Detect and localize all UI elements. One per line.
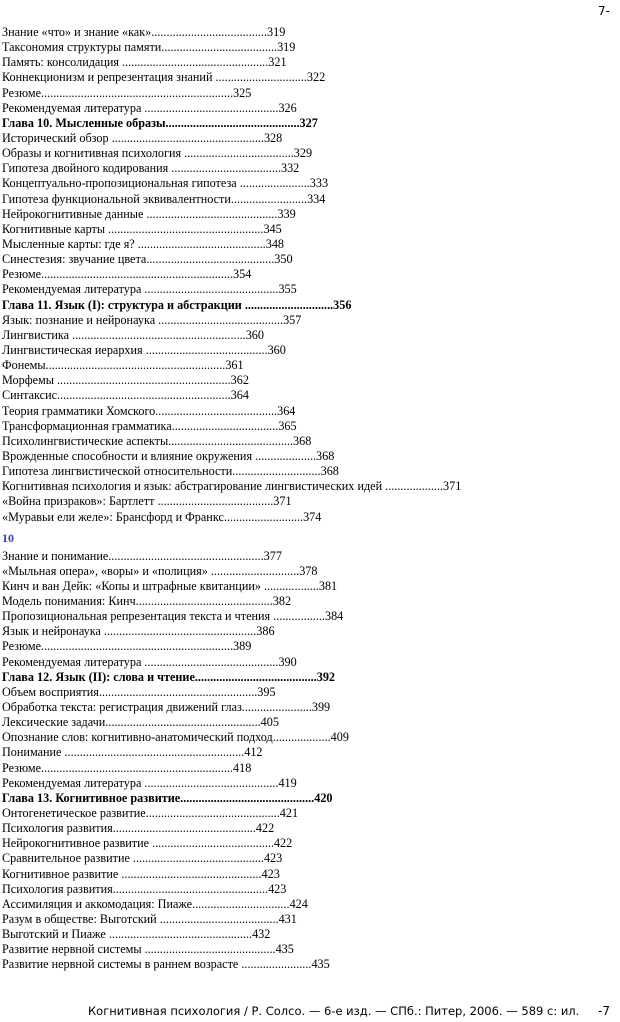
toc-entry: Мысленные карты: где я? ..........................................348	[2, 236, 285, 251]
toc-entry: «Война призраков»: Бартлетт ......................................371	[2, 494, 292, 509]
toc-entry: Рекомендуемая литература ............................................355	[2, 282, 297, 297]
toc-entry: Нейрокогнитивные данные ...........................................339	[2, 206, 296, 221]
toc-group-2	[2, 549, 602, 973]
toc-entry: Резюме...............................................................418	[2, 760, 252, 775]
toc-entry: Морфемы .........................................................362	[2, 373, 249, 388]
chapter-heading: Глава 11. Язык (I): структура и абстракции .............................356	[2, 297, 352, 312]
toc-entry: Сравнительное развитие ...........................................423	[2, 851, 283, 866]
toc-entry: Разум в обществе: Выготский .......................................431	[2, 912, 297, 927]
page-number-bottom: -7	[598, 1004, 610, 1018]
toc-entry: Трансформационная грамматика...................................365	[2, 418, 297, 433]
toc-entry: Гипотеза двойного кодирования ....................................332	[2, 161, 300, 176]
footer-citation: Когнитивная психология / Р. Солсо. — 6-е изд. — СПб.: Питер, 2006. — 589 с: ил.	[88, 1004, 580, 1018]
toc-entry: Выготский и Пиаже ...............................................432	[2, 927, 271, 942]
chapter-heading: Глава 10. Мысленные образы............................................327	[2, 115, 318, 130]
toc-entry: Язык: познание и нейронаука .........................................357	[2, 312, 302, 327]
toc-entry: Память: консолидация ................................................321	[2, 55, 287, 70]
toc-entry: Синтаксис.........................................................364	[2, 388, 249, 403]
toc-entry: Ассимиляция и аккомодация: Пиаже................................424	[2, 896, 308, 911]
toc-entry: Онтогенетическое развитие............................................421	[2, 806, 299, 821]
toc-entry: Психология развития...................................................423	[2, 881, 287, 896]
toc-entry: Развитие нервной системы в раннем возрасте .......................435	[2, 957, 330, 972]
toc-entry: Таксономия структуры памяти......................................319	[2, 40, 296, 55]
table-of-contents	[2, 25, 602, 973]
toc-entry: Концептуально-пропозициональная гипотеза .......................333	[2, 176, 329, 191]
toc-entry: Психология развития...............................................422	[2, 821, 275, 836]
toc-entry: Рекомендуемая литература ............................................419	[2, 775, 297, 790]
toc-entry: Лингвистика .........................................................360	[2, 327, 264, 342]
toc-entry: Психолингвистические аспекты.........................................368	[2, 433, 312, 448]
toc-entry: Резюме...............................................................389	[2, 639, 252, 654]
toc-entry: Теория грамматики Хомского........................................364	[2, 403, 296, 418]
toc-entry: Рекомендуемая литература ............................................326	[2, 100, 297, 115]
toc-entry: «Мыльная опера», «воры» и «полиция» .............................378	[2, 563, 318, 578]
toc-entry: Синестезия: звучание цвета..........................................350	[2, 252, 293, 267]
toc-entry: Резюме...............................................................325	[2, 85, 252, 100]
toc-entry: Образы и когнитивная психология ....................................329	[2, 146, 313, 161]
toc-entry: Знание и понимание...................................................377	[2, 548, 282, 563]
toc-entry: Кинч и ван Дейк: «Копы и штрафные квитанции» ..................381	[2, 578, 338, 593]
chapter-heading: Глава 12. Язык (II): слова и чтение........................................392	[2, 669, 336, 684]
toc-entry: Исторический обзор ..................................................328	[2, 130, 283, 145]
toc-entry: Резюме...............................................................354	[2, 267, 252, 282]
toc-group-1	[2, 25, 602, 525]
toc-entry: Фонемы...........................................................361	[2, 358, 244, 373]
toc-entry: Пропозициональная репрезентация текста и чтения .................384	[2, 609, 344, 624]
toc-entry: Когнитивная психология и язык: абстрагирование лингвистических идей ...................371	[2, 479, 462, 494]
toc-entry: Когнитивные карты ...................................................345	[2, 221, 282, 236]
section-marker: 10	[2, 530, 14, 545]
toc-entry: Обработка текста: регистрация движений глаз.......................399	[2, 700, 331, 715]
toc-entry: Гипотеза функциональной эквивалентности.........................334	[2, 191, 326, 206]
toc-entry: Развитие нервной системы ...........................................435	[2, 942, 294, 957]
toc-entry: Объем восприятия....................................................395	[2, 684, 276, 699]
toc-entry: «Муравьи ели желе»: Брансфорд и Франкс..........................374	[2, 509, 322, 524]
toc-entry: Рекомендуемая литература ............................................390	[2, 654, 297, 669]
toc-entry: Опознание слов: когнитивно-анатомический подход...................409	[2, 730, 349, 745]
toc-entry: Коннекционизм и репрезентация знаний ..............................322	[2, 70, 326, 85]
toc-entry: Когнитивное развитие ..............................................423	[2, 866, 280, 881]
toc-entry: Врожденные способности и влияние окружения ....................368	[2, 448, 335, 463]
page-number-top: 7-	[598, 4, 610, 18]
toc-entry: Нейрокогнитивное развитие ........................................422	[2, 836, 293, 851]
chapter-heading: Глава 13. Когнитивное развитие............................................420	[2, 790, 333, 805]
toc-entry: Гипотеза лингвистической относительности.............................368	[2, 464, 339, 479]
toc-entry: Лингвистическая иерархия ........................................360	[2, 342, 286, 357]
toc-entry: Язык и нейронаука ..................................................386	[2, 624, 275, 639]
toc-entry: Лексические задачи...................................................405	[2, 715, 279, 730]
toc-entry: Знание «что» и знание «как»......................................319	[2, 25, 286, 39]
toc-entry: Понимание ...........................................................412	[2, 745, 263, 760]
toc-entry: Модель понимания: Кинч.............................................382	[2, 594, 292, 609]
